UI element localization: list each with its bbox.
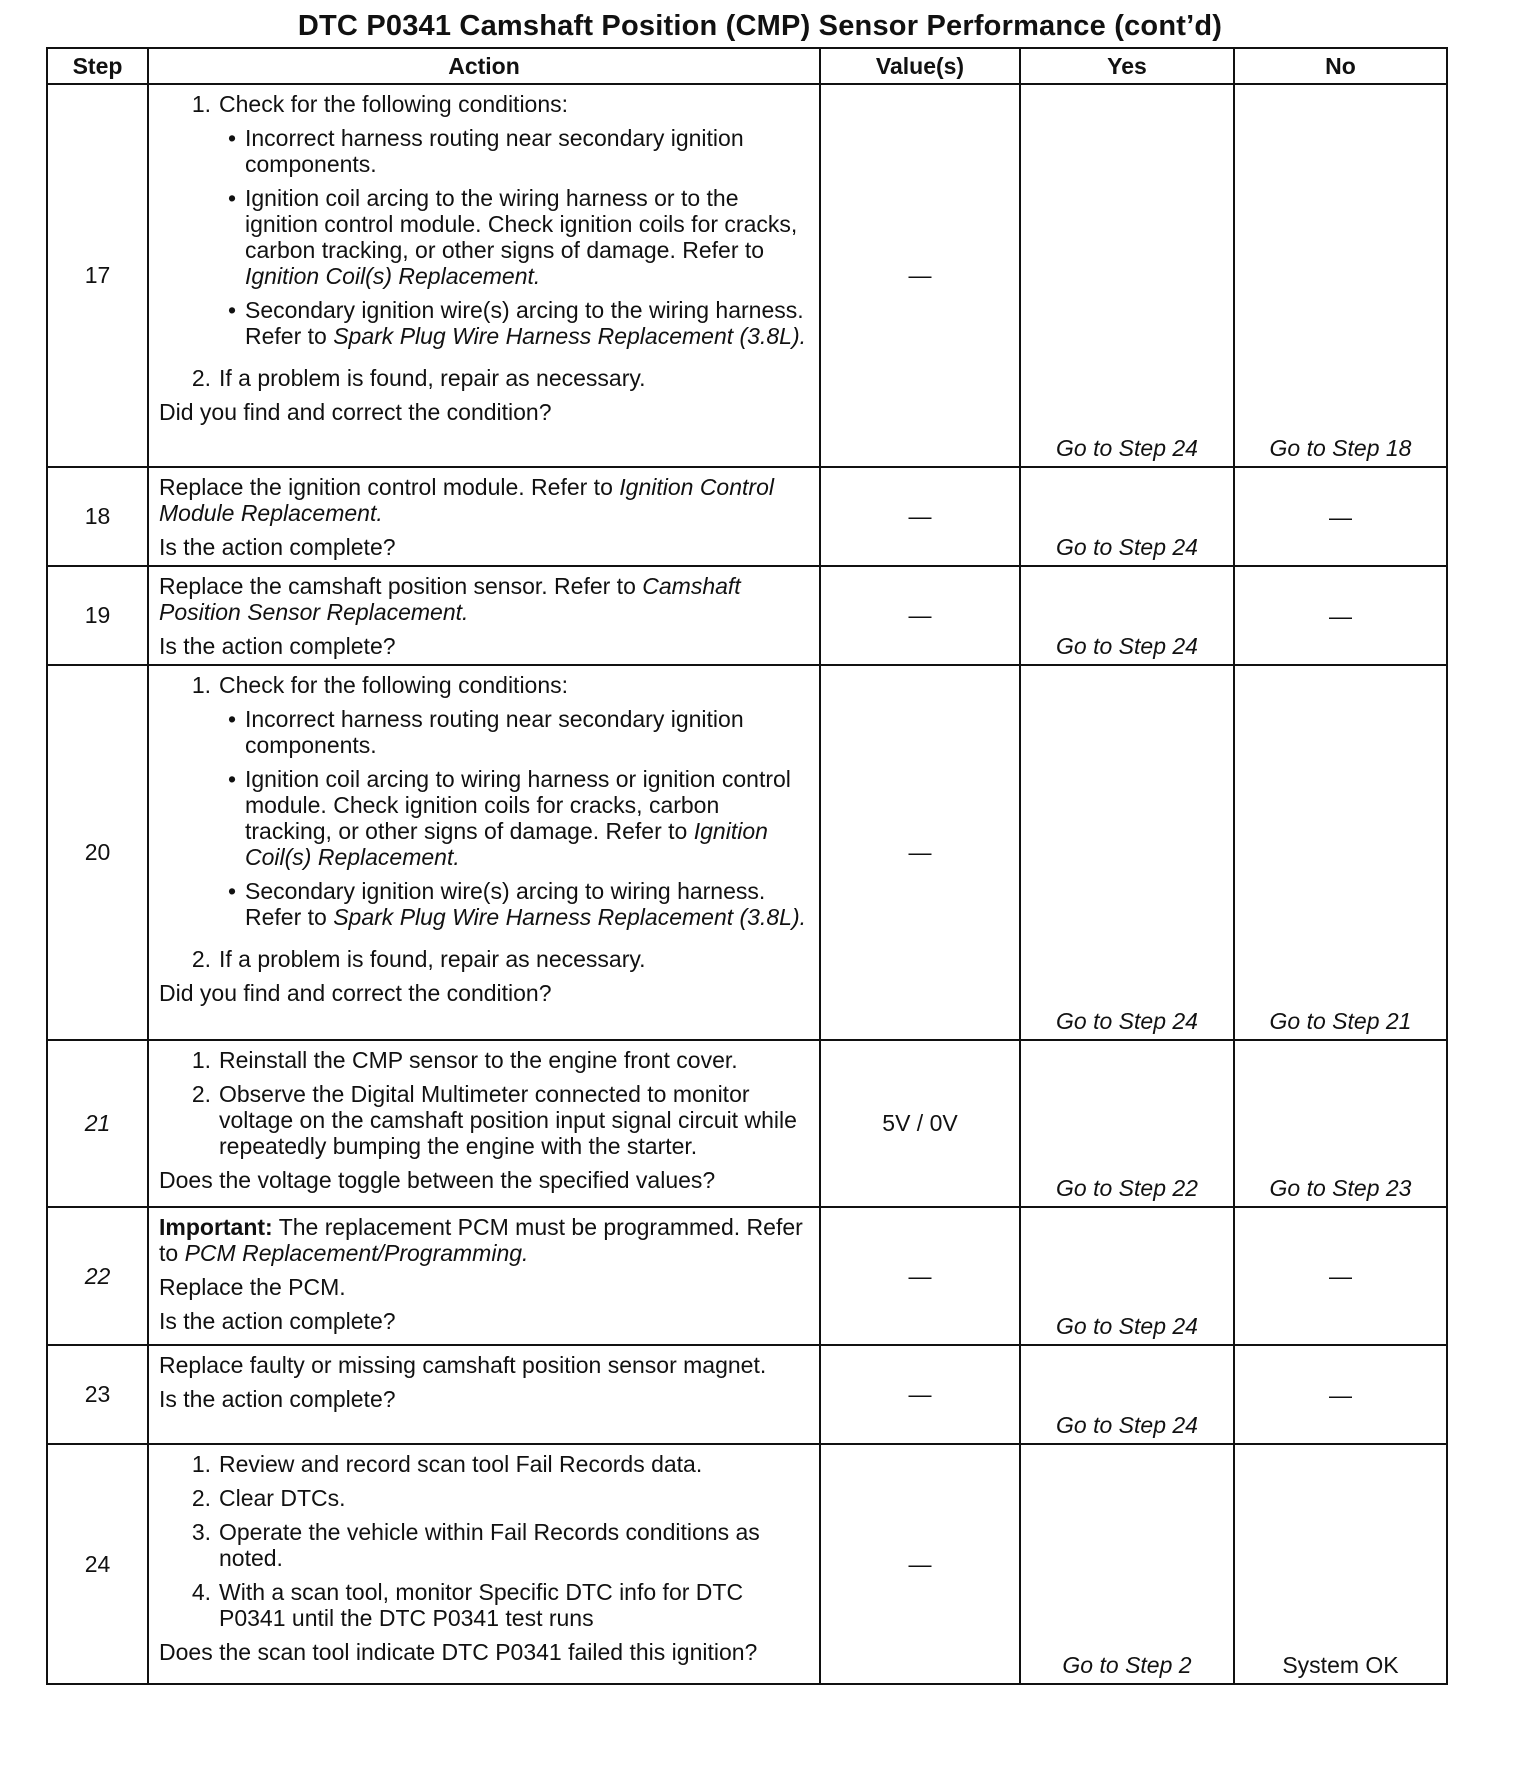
action-text: Replace the ignition control module. Refer to (159, 474, 620, 500)
reference-link: Ignition Coil(s) Replacement. (245, 263, 541, 289)
reference-link: Ignition Coil(s) Replacement. (245, 818, 768, 870)
list-item (159, 672, 809, 938)
table-row (47, 84, 1447, 467)
reference-link: Ignition Control Module Replacement. (159, 474, 774, 526)
list-item (159, 1485, 809, 1511)
no-action: Go to Step 21 (1234, 665, 1447, 1040)
no-action: Go to Step 18 (1234, 84, 1447, 467)
bullet-item (219, 878, 809, 930)
list-item (159, 365, 809, 391)
no-action: Go to Step 23 (1234, 1040, 1447, 1207)
item-text: Clear DTCs. (219, 1485, 346, 1511)
bullet-text: Incorrect harness routing near secondary ignition components. (245, 125, 744, 177)
header-yes: Yes (1020, 48, 1234, 84)
diagnostic-table (46, 47, 1448, 1685)
step-number: 22 (47, 1207, 148, 1345)
item-number: 2. (191, 946, 211, 972)
header-step: Step (47, 48, 148, 84)
value-cell: — (820, 467, 1020, 566)
action-cell (148, 1444, 820, 1684)
action-cell (148, 665, 820, 1040)
item-number: 4. (191, 1579, 211, 1605)
yes-action: Go to Step 22 (1020, 1040, 1234, 1207)
reference-link: Spark Plug Wire Harness Replacement (3.8L). (333, 323, 806, 349)
value-cell: 5V / 0V (820, 1040, 1020, 1207)
action-text: Replace the camshaft position sensor. Refer to (159, 573, 643, 599)
page-title: DTC P0341 Camshaft Position (CMP) Sensor Performance (cont’d) (297, 10, 1223, 42)
important-note (159, 1214, 809, 1266)
action-text: Replace the PCM. (159, 1274, 346, 1300)
item-text: Observe the Digital Multimeter connected to monitor voltage on the camshaft position input signal circuit while repeatedly bumping the engine with the starter. (219, 1081, 797, 1159)
question-text: Is the action complete? (159, 1386, 396, 1412)
table-row (47, 467, 1447, 566)
step-number: 23 (47, 1345, 148, 1444)
reference-link: PCM Replacement/Programming. (184, 1240, 529, 1266)
item-text: If a problem is found, repair as necessary. (219, 946, 646, 972)
item-number: 3. (191, 1519, 211, 1545)
value-cell: — (820, 665, 1020, 1040)
table-row (47, 665, 1447, 1040)
yes-action: Go to Step 2 (1020, 1444, 1234, 1684)
step-number: 18 (47, 467, 148, 566)
action-text: Replace faulty or missing camshaft position sensor magnet. (159, 1352, 767, 1378)
question-text: Does the scan tool indicate DTC P0341 failed this ignition? (159, 1639, 758, 1665)
item-number: 1. (191, 91, 211, 117)
item-number: 1. (191, 1047, 211, 1073)
bullet-item (219, 185, 809, 289)
step-number: 21 (47, 1040, 148, 1207)
value-cell: — (820, 84, 1020, 467)
yes-action: Go to Step 24 (1020, 566, 1234, 665)
important-label: Important: (159, 1214, 273, 1240)
question-text: Did you find and correct the condition? (159, 980, 552, 1006)
table-header-row (47, 48, 1447, 84)
important-text: The replacement PCM must be programmed. Refer to (159, 1214, 803, 1266)
bullet-icon: • (227, 766, 237, 792)
header-value: Value(s) (820, 48, 1020, 84)
value-cell: — (820, 1345, 1020, 1444)
list-item (159, 1451, 809, 1477)
list-item (159, 91, 809, 357)
item-number: 1. (191, 1451, 211, 1477)
list-item (159, 1519, 809, 1571)
step-number: 17 (47, 84, 148, 467)
bullet-icon: • (227, 185, 237, 211)
question-text: Is the action complete? (159, 633, 396, 659)
value-cell: — (820, 1444, 1020, 1684)
reference-link: Camshaft Position Sensor Replacement. (159, 573, 741, 625)
table-row (47, 1444, 1447, 1684)
yes-action: Go to Step 24 (1020, 84, 1234, 467)
header-no: No (1234, 48, 1447, 84)
step-number: 19 (47, 566, 148, 665)
value-cell: — (820, 1207, 1020, 1345)
item-text: With a scan tool, monitor Specific DTC info for DTC P0341 until the DTC P0341 test runs (219, 1579, 744, 1631)
table-row (47, 1207, 1447, 1345)
table-row (47, 1345, 1447, 1444)
question-text: Did you find and correct the condition? (159, 399, 552, 425)
no-action: — (1234, 467, 1447, 566)
table-row (47, 566, 1447, 665)
item-number: 1. (191, 672, 211, 698)
bullet-icon: • (227, 706, 237, 732)
list-item (159, 1047, 809, 1073)
action-cell (148, 566, 820, 665)
item-number: 2. (191, 1081, 211, 1107)
list-item (159, 946, 809, 972)
bullet-text: Ignition coil arcing to wiring harness or ignition control module. Check ignition coils for cracks, carbon tracking, or other signs of damage. Refer to (245, 766, 791, 844)
bullet-item (219, 125, 809, 177)
step-number: 24 (47, 1444, 148, 1684)
item-text: Reinstall the CMP sensor to the engine front cover. (219, 1047, 738, 1073)
header-action: Action (148, 48, 820, 84)
yes-action: Go to Step 24 (1020, 665, 1234, 1040)
item-text: Review and record scan tool Fail Records data. (219, 1451, 703, 1477)
reference-link: Spark Plug Wire Harness Replacement (3.8L). (333, 904, 806, 930)
bullet-icon: • (227, 125, 237, 151)
item-text: If a problem is found, repair as necessary. (219, 365, 646, 391)
item-text: Check for the following conditions: (219, 91, 569, 117)
action-cell (148, 1207, 820, 1345)
bullet-item (219, 766, 809, 870)
item-text: Check for the following conditions: (219, 672, 569, 698)
yes-action: Go to Step 24 (1020, 1345, 1234, 1444)
bullet-icon: • (227, 297, 237, 323)
no-action: — (1234, 566, 1447, 665)
table-row (47, 1040, 1447, 1207)
yes-action: Go to Step 24 (1020, 1207, 1234, 1345)
question-text: Does the voltage toggle between the specified values? (159, 1167, 716, 1193)
action-cell (148, 1040, 820, 1207)
action-cell (148, 1345, 820, 1444)
no-action: System OK (1234, 1444, 1447, 1684)
list-item (159, 1081, 809, 1159)
bullet-item (219, 706, 809, 758)
question-text: Is the action complete? (159, 1308, 396, 1334)
question-text: Is the action complete? (159, 534, 396, 560)
bullet-text: Incorrect harness routing near secondary ignition components. (245, 706, 744, 758)
no-action: — (1234, 1207, 1447, 1345)
item-number: 2. (191, 1485, 211, 1511)
item-number: 2. (191, 365, 211, 391)
item-text: Operate the vehicle within Fail Records conditions as noted. (219, 1519, 760, 1571)
bullet-text: Secondary ignition wire(s) arcing to wiring harness. Refer to (245, 878, 766, 930)
action-cell (148, 84, 820, 467)
value-cell: — (820, 566, 1020, 665)
bullet-text: Secondary ignition wire(s) arcing to the wiring harness. Refer to (245, 297, 804, 349)
bullet-text: Ignition coil arcing to the wiring harness or to the ignition control module. Check ignition coils for cracks, carbon tracking, or other signs of damage. Refer to (245, 185, 798, 263)
yes-action: Go to Step 24 (1020, 467, 1234, 566)
action-cell (148, 467, 820, 566)
list-item (159, 1579, 809, 1631)
no-action: — (1234, 1345, 1447, 1444)
step-number: 20 (47, 665, 148, 1040)
bullet-icon: • (227, 878, 237, 904)
bullet-item (219, 297, 809, 349)
